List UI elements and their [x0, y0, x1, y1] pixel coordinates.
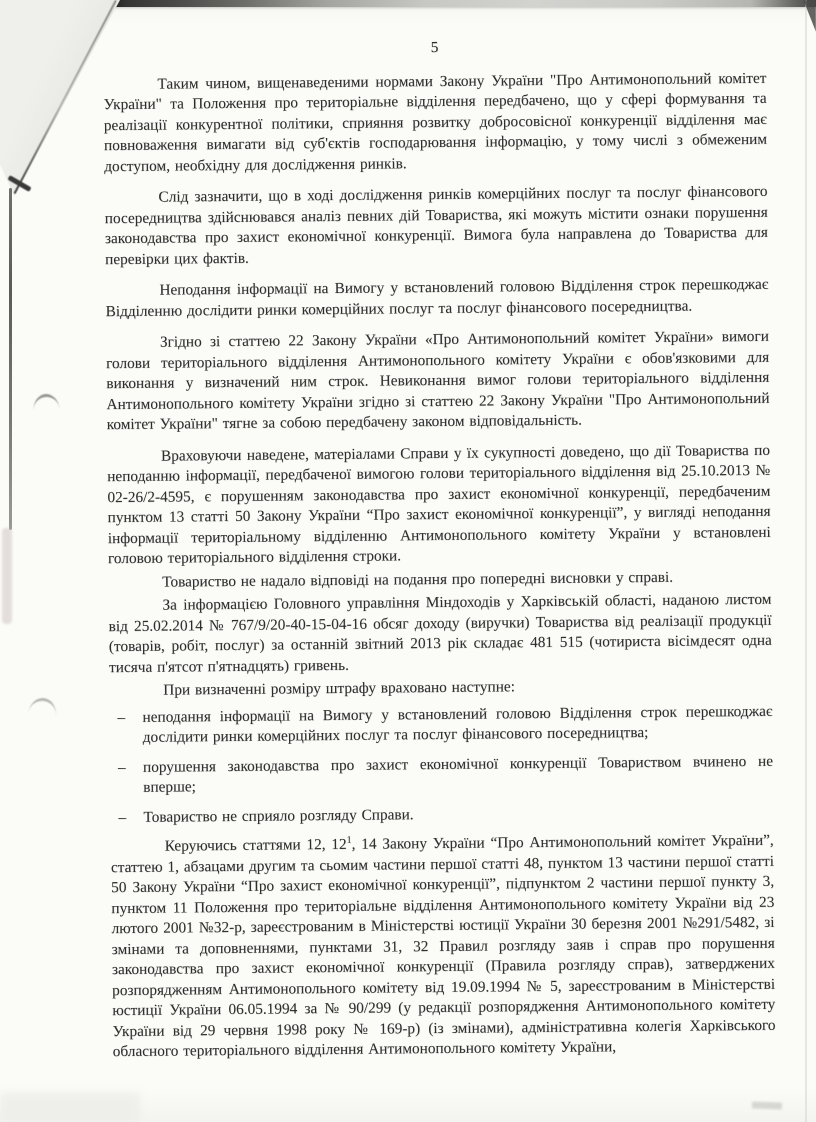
page-number: 5	[430, 38, 439, 57]
scan-top-edge-artifact	[0, 0, 816, 7]
pen-arc-mark-2	[28, 697, 58, 717]
paragraph-market-research: Слід зазначити, що в ході дослідження ринків комерційних послуг та послуг фінансового посередництва здійснювався аналіз певних дій Товариства, які можуть містити ознаки порушення законодавства про захист економічної конкуренції. Вимога була направлена до Товариства для перевірки цих фактів.	[104, 182, 768, 268]
paragraph-article-22: Згідно зі статтею 22 Закону України «Про Антимонопольний комітет України» вимоги голови територіального відділення Антимонопольного комітету України є обов'язковими для виконання у визначений ним строк. Невиконання вимог голови територіального відділення Антимонопольного комітету України згідно зі статтею 22 Закону України "Про Антимонопольний комітет України" тягне за собою передбачену законом відповідальність.	[106, 327, 770, 434]
left-edge-scan-line	[9, 188, 12, 530]
dash-marker: –	[118, 808, 127, 826]
dash-marker: –	[117, 708, 126, 726]
pen-arc-mark-1	[32, 393, 59, 411]
paragraph-committee-powers: Таким чином, вищенаведеними нормами Закону України "Про Антимонопольний комітет України" та Положення про територіальне відділення передбачено, що у сфері формування та реалізації конкурентної політики, сприяння розвитку добросовісної конкуренції відділення має повноваження вимагати від суб'єктів господарювання інформацію, у тому числі з обмеженим доступом, необхідну для дослідження ринків.	[103, 69, 768, 175]
paragraph-legal-basis	[111, 831, 776, 1063]
list-item-2	[110, 751, 773, 798]
paragraph-revenue-info: За інформацією Головного управління Міндоходів у Харківській області, наданою листом від 25.02.2014 № 767/9/20-40-15-04-16 обсяг доходу (виручки) Товариства від реалізації продукції (товарів, робіт, послуг) за останній звітний 2013 рік складає 481 515 (чотириста вісімдесят одна тисяча п'ятсот п'ятнадцять) гривень.	[108, 590, 772, 676]
left-edge-faint-smudge	[2, 528, 12, 624]
legal-basis-text-end: , 14 Закону України “Про Антимонопольний комітет України”, статтею 1, абзацами другим та сьомим частини першої статті 48, пунктом 13 частини першої статті 50 Закону України “Про захист економічної конкуренції”, підпунктом 2 частини першої пункту 3, пунктом 11 Положення про територіальне відділення Антимонопольного комітету України від 23 лютого 2001 №32-р, зареєстрованим в Міністерстві юстиції України 30 березня 2001 №291/5482, зі змінами та доповненнями, пунктами 31, 32 Правил розгляду заяв і справ про порушення законодавства про захист економічної конкуренції (Правила розгляду справ), затверджених розпорядженням Антимонопольного комітету від 19.09.1994 № 5, зареєстрованим в Міністерстві юстиції України 06.05.1994 за № 90/299 (у редакції розпорядження Антимонопольного комітету України від 29 червня 1998 року № 169-р) (із змінами), адміністративна колегія Харківського обласного територіального відділення Антимонопольного комітету України,	[110, 831, 776, 1061]
paragraph-violation-proven: Враховуючи наведене, матеріалами Справи у їх сукупності доведено, що дії Товариства по неподанню інформації, передбаченої вимогою голови територіального відділення від 25.10.2013 № 02-26/2-4595, є порушенням законодавства про захист економічної конкуренції, передбаченим пунктом 13 статті 50 Закону України “Про захист економічної конкуренції”, у вигляді неподання інформації територіальному відділенню Антимонопольного комітету України у встановлені головою територіального відділення строки.	[107, 441, 771, 568]
right-edge-scan-line	[805, 0, 807, 1122]
superscript-1: 1	[346, 834, 352, 846]
legal-basis-text-start: Керуючись статтями 12, 12	[164, 835, 347, 855]
document-content	[103, 35, 776, 1074]
fine-factors-list	[109, 701, 773, 828]
paragraph-non-submission: Неподання інформації на Вимогу у встановлений головою Відділення строк перешкоджає Відділенню дослідити ринки комерційних послуг та послуг фінансового посередництва.	[105, 275, 769, 320]
list-item-1	[109, 701, 772, 748]
bottom-left-shade	[0, 1092, 140, 1122]
list-item-text: Товариство не сприяло розгляду Справи.	[143, 805, 414, 826]
page-fold-top-left	[0, 0, 120, 196]
list-item-text: неподання інформації на Вимогу у встановлений головою Відділення строк перешкоджає дослідити ринки комерційних послуг та послуг фінансового посередництва;	[142, 702, 773, 746]
list-item-3	[110, 801, 773, 828]
paragraph-fine-intro: При визначенні розміру штрафу враховано наступне:	[163, 678, 515, 699]
list-item-text: порушення законодавства про захист економічної конкуренції Товариством вчинено не вперше;	[142, 752, 774, 796]
paragraph-no-response: Товариство не надало відповіді на подання про попередні висновки у справі.	[162, 568, 674, 591]
bottom-right-smudge	[752, 1101, 782, 1109]
dash-marker: –	[117, 758, 126, 776]
